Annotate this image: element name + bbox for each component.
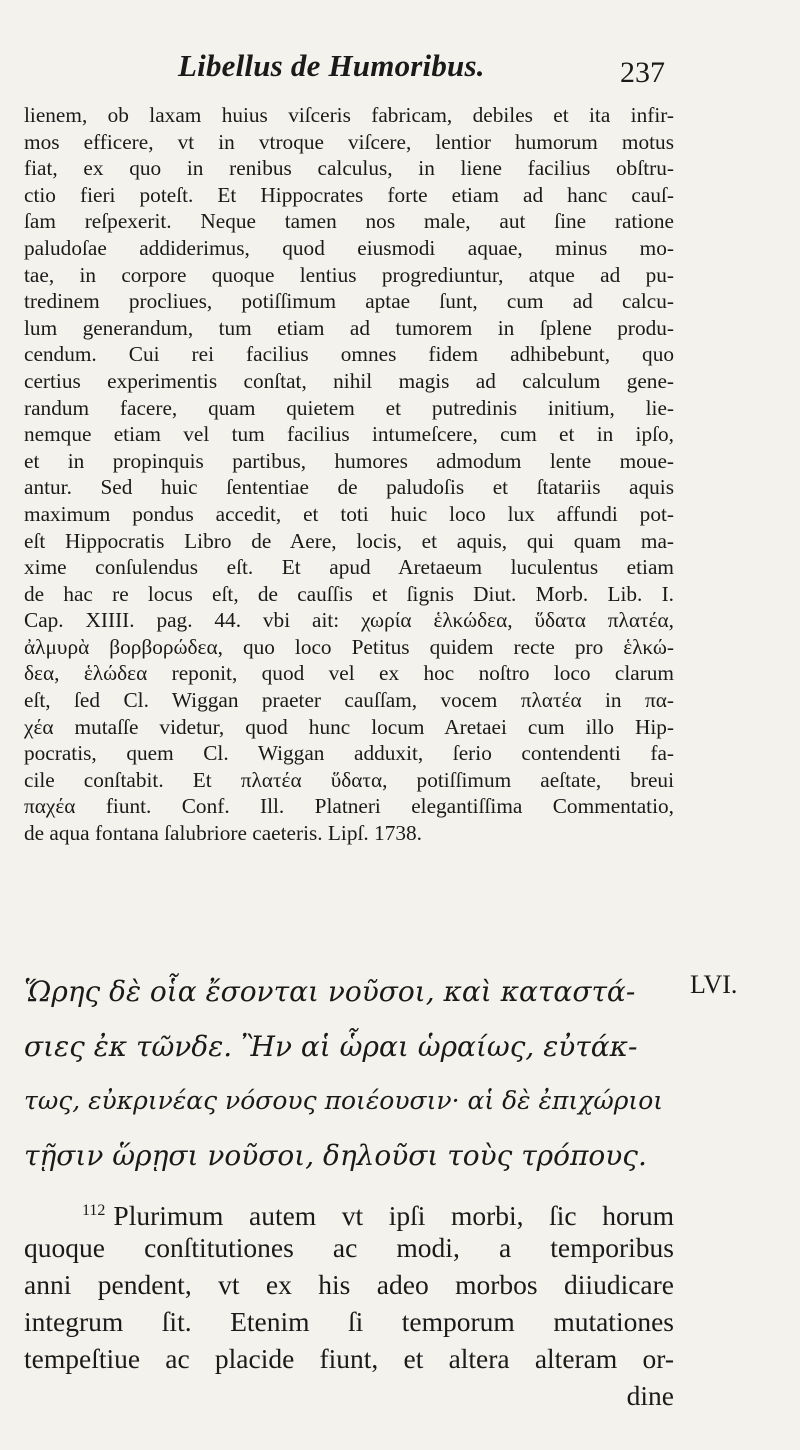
note-line: pocratis, quem Cl. Wiggan adduxit, ſerio contendenti fa- (24, 741, 674, 766)
note-line: et in propinquis partibus, humores admodum lente moue- (24, 448, 674, 473)
note-line: de hac re locus eſt, de cauſſis et ſignis Diut. Morb. Lib. I. (24, 581, 674, 606)
note-line: χέα mutaſſe videtur, quod hunc locum Aretaei cum illo Hip- (24, 714, 674, 739)
commentary-line: dine (626, 1380, 674, 1411)
commentary-line-text: Plurimum autem vt ipſi morbi, ſic horum (113, 1200, 674, 1231)
note-line: eſt Hippocratis Libro de Aere, locis, et aquis, qui quam ma- (24, 528, 674, 553)
commentary-line: tempeſtiue ac placide fiunt, et altera alteram or- (24, 1343, 674, 1374)
note-line: fiat, ex quo in renibus calculus, in liene facilius obſtru- (24, 156, 674, 181)
note-line: mos efficere, vt in vtroque viſcere, lentior humorum motus (24, 129, 674, 154)
footnote-text-block (24, 102, 674, 847)
commentary-line: integrum ſit. Etenim ſi temporum mutationes (24, 1306, 674, 1337)
note-line: ſam reſpexerit. Neque tamen nos male, aut ſine ratione (24, 209, 674, 234)
note-line: παχέα fiunt. Conf. Ill. Platneri elegantiſſima Commentatio, (24, 794, 674, 819)
note-line: antur. Sed huic ſententiae de paludoſis et ſtatariis aquis (24, 475, 674, 500)
commentary-line (24, 1192, 674, 1229)
page-number: 237 (620, 56, 665, 89)
aphorism-number: LVI. (690, 970, 738, 999)
note-line: tae, in corpore quoque lentius progrediuntur, atque ad pu- (24, 262, 674, 287)
note-line: maximum pondus accedit, et toti huic loco lux affundi pot- (24, 501, 674, 526)
note-line: ἀλμυρὰ βορβορώδεα, quo loco Petitus quidem recte pro ἑλκώ- (24, 634, 674, 659)
note-line: certius experimentis conſtat, nihil magis ad calculum gene- (24, 368, 674, 393)
aphorism-greek-text (24, 965, 664, 1183)
note-line: eſt, ſed Cl. Wiggan praeter cauſſam, vocem πλατέα in πα- (24, 688, 674, 713)
note-line: paludoſae addiderimus, quod eiusmodi aquae, minus mo- (24, 235, 674, 260)
note-line: lum generandum, tum etiam ad tumorem in ſplene produ- (24, 315, 674, 340)
note-line: nemque etiam vel tum facilius intumeſcere, cum et in ipſo, (24, 422, 674, 447)
commentary-marker: 112 (82, 1202, 106, 1219)
note-line: cile conſtabit. Et πλατέα ὕδατα, potiſſimum aeſtate, breui (24, 767, 674, 792)
commentary-block (24, 1192, 674, 1414)
note-line: δεα, ἑλώδεα reponit, quod vel ex hoc noſtro loco clarum (24, 661, 674, 686)
aphorism-line: τῇσιν ὥρῃσι νοῦσοι, δηλοῦσι τοὺς τρόπους. (24, 1138, 647, 1172)
page-header (0, 48, 800, 92)
note-line: lienem, ob laxam huius viſceris fabricam, debiles et ita infir- (24, 103, 674, 127)
note-line: Cap. XIIII. pag. 44. vbi ait: χωρία ἑλκώδεα, ὕδατα πλατέα, (24, 608, 674, 633)
aphorism-line: Ὥρης δὲ οἷα ἔσονται νοῦσοι, καὶ καταστά- (24, 975, 636, 1008)
running-title: Libellus de Humoribus. (178, 48, 485, 83)
note-line: ctio fieri poteſt. Et Hippocrates forte etiam ad hanc cauſ- (24, 182, 674, 207)
aphorism-line: σιες ἐκ τῶνδε. Ἢν αἱ ὧραι ὡραίως, εὐτάκ- (24, 1029, 638, 1063)
note-line: xime conſulendus eſt. Et apud Aretaeum luculentus etiam (24, 555, 674, 580)
aphorism-line: τως, εὐκρινέας νόσους ποιέουσιν· αἱ δὲ ἐπιχώριοι (24, 1086, 664, 1115)
commentary-line: anni pendent, vt ex his adeo morbos diiudicare (24, 1269, 674, 1300)
note-line: randum facere, quam quietem et putredinis initium, lie- (24, 395, 674, 420)
note-line: tredinem procliues, potiſſimum aptae ſunt, cum ad calcu- (24, 289, 674, 314)
note-line: cendum. Cui rei facilius omnes fidem adhibebunt, quo (24, 342, 674, 367)
commentary-line: quoque conſtitutiones ac modi, a temporibus (24, 1232, 674, 1263)
note-line: de aqua fontana ſalubriore caeteris. Lipſ. 1738. (24, 821, 422, 846)
